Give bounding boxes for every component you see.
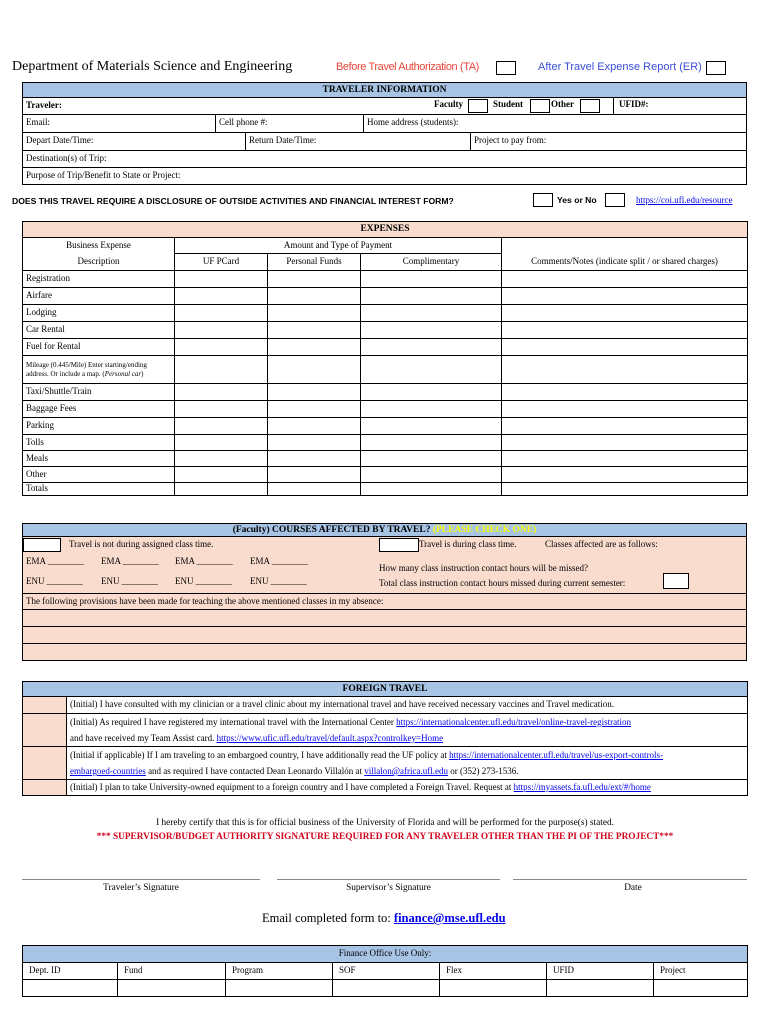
intl-registration-link[interactable]: https://internationalcenter.ufl.edu/travel/online-travel-registration (396, 717, 632, 727)
col-comp: Complimentary (361, 254, 502, 271)
expense-row (23, 483, 748, 496)
expense-label: Parking (23, 418, 175, 435)
foreign-row-3 (67, 747, 748, 780)
foreign-row-3-text-a: (Initial if applicable) If I am traveling to an embargoed country, I have additionally read the UF policy at (70, 750, 450, 760)
expense-label: Lodging (23, 305, 175, 322)
student-checkbox[interactable] (530, 99, 550, 113)
expense-comp-cell[interactable] (361, 384, 502, 401)
courses-title (23, 524, 747, 537)
expense-personal-cell[interactable] (268, 271, 361, 288)
courses-table (22, 523, 747, 661)
date-line[interactable] (513, 879, 747, 880)
initial-box-2[interactable] (23, 714, 67, 747)
dates-row[interactable] (23, 133, 747, 151)
expense-comp-cell[interactable] (361, 401, 502, 418)
foreign-row-2-text-a: (Initial) As required I have registered my international travel with the International Center (70, 717, 397, 727)
col-amount: Amount and Type of Payment (175, 238, 502, 254)
er-checkbox[interactable] (706, 61, 726, 75)
expense-personal-cell[interactable] (268, 401, 361, 418)
supervisor-signature-label: Supervisor’s Signature (346, 883, 431, 893)
finance-col-header: Flex (440, 963, 547, 980)
enu-1[interactable]: ENU ________ (26, 576, 83, 586)
myassets-link[interactable]: https://myassets.fa.ufl.edu/ext/#/home (513, 781, 651, 792)
expense-label: Car Rental (23, 322, 175, 339)
other-checkbox[interactable] (580, 99, 600, 113)
expense-notes-cell[interactable] (502, 467, 748, 483)
enu-4[interactable]: ENU ________ (250, 576, 307, 586)
expense-row (23, 322, 748, 339)
expense-comp-cell[interactable] (361, 305, 502, 322)
traveler-info-table (22, 82, 747, 185)
expense-pcard-cell[interactable] (175, 384, 268, 401)
finance-title: Finance Office Use Only: (23, 946, 748, 963)
finance-value-cell[interactable] (118, 980, 226, 997)
supervisor-signature-line[interactable] (277, 879, 500, 880)
expense-label (23, 356, 175, 384)
mileage-text-2: address. Or include a map. ( (26, 369, 105, 378)
expense-row (23, 339, 748, 356)
initial-box-3[interactable] (23, 747, 67, 780)
expense-label: Totals (23, 483, 175, 496)
traveler-row[interactable] (23, 98, 747, 115)
expense-label: Meals (23, 451, 175, 467)
total-missed-label: Total class instruction contact hours missed during current semester: (379, 578, 626, 588)
expense-pcard-cell[interactable] (175, 451, 268, 467)
col-notes: Comments/Notes (indicate split / or shared charges) (502, 254, 748, 271)
ta-label: Before Travel Authorization (TA) (336, 61, 479, 73)
foreign-row-3-text-c: or (352) 273-1536. (448, 766, 519, 776)
expense-comp-cell[interactable] (361, 271, 502, 288)
expense-pcard-cell[interactable] (175, 401, 268, 418)
expense-notes-cell[interactable] (502, 418, 748, 435)
col-pcard: UF PCard (175, 254, 268, 271)
finance-col-header: Project (654, 963, 748, 980)
finance-email-link[interactable]: finance@mse.ufl.edu (393, 911, 506, 925)
missed-label: How many class instruction contact hours will be missed? (379, 563, 588, 573)
finance-col-header: SOF (333, 963, 440, 980)
expense-pcard-cell[interactable] (175, 288, 268, 305)
expense-personal-cell[interactable] (268, 356, 361, 384)
expense-notes-cell[interactable] (502, 322, 748, 339)
ema-2[interactable]: EMA ________ (101, 556, 159, 566)
ta-checkbox[interactable] (496, 61, 516, 75)
not-during-checkbox[interactable] (23, 538, 61, 552)
courses-body (23, 537, 747, 594)
finance-col-header: Program (226, 963, 333, 980)
purpose-field[interactable]: Purpose of Trip/Benefit to State or Project: (23, 168, 747, 185)
foreign-row-4-text: (Initial) I plan to take University-owned equipment to a foreign country and I have completed a Foreign Travel. Request at (70, 781, 514, 792)
villalon-email-link[interactable]: villalon@africa.ufl.edu (364, 766, 449, 776)
expense-personal-cell[interactable] (268, 339, 361, 356)
expense-personal-cell[interactable] (268, 435, 361, 451)
expense-row (23, 418, 748, 435)
return-field[interactable]: Return Date/Time: (249, 135, 317, 145)
finance-value-row (23, 980, 748, 997)
foreign-row-1: (Initial) I have consulted with my clinician or a travel clinic about my international travel and have received necessary vaccines and Travel medication. (67, 697, 748, 714)
expense-row (23, 467, 748, 483)
expense-personal-cell[interactable] (268, 384, 361, 401)
expense-row (23, 356, 748, 384)
finance-table (22, 945, 748, 997)
expense-pcard-cell[interactable] (175, 271, 268, 288)
expense-label: Taxi/Shuttle/Train (23, 384, 175, 401)
col-desc-2: Description (23, 254, 175, 271)
expense-notes-cell[interactable] (502, 356, 748, 384)
expense-notes-cell[interactable] (502, 384, 748, 401)
expense-personal-cell[interactable] (268, 467, 361, 483)
expense-pcard-cell[interactable] (175, 322, 268, 339)
expense-pcard-cell[interactable] (175, 483, 268, 496)
expense-label: Registration (23, 271, 175, 288)
expense-comp-cell[interactable] (361, 339, 502, 356)
expense-personal-cell[interactable] (268, 418, 361, 435)
expense-pcard-cell[interactable] (175, 467, 268, 483)
other-label: Other (551, 99, 574, 109)
expense-comp-cell[interactable] (361, 418, 502, 435)
certify-statement: I hereby certify that this is for official business of the University of Florida and will be performed for the purpose(s) stated. (156, 818, 614, 828)
finance-header-row (23, 963, 748, 980)
finance-value-cell[interactable] (333, 980, 440, 997)
enu-3[interactable]: ENU ________ (175, 576, 232, 586)
expense-row (23, 384, 748, 401)
finance-value-cell[interactable] (23, 980, 118, 997)
destination-field[interactable]: Destination(s) of Trip: (23, 151, 747, 168)
expense-row (23, 451, 748, 467)
traveler-signature-label: Traveler’s Signature (103, 883, 179, 893)
team-assist-link[interactable]: https://www.ufic.ufl.edu/travel/default.aspx?controlkey=Home (216, 733, 444, 743)
disclosure-question: DOES THIS TRAVEL REQUIRE A DISCLOSURE OF OUTSIDE ACTIVITIES AND FINANCIAL INTEREST FORM? (12, 196, 454, 206)
expense-row (23, 305, 748, 322)
expense-notes-cell[interactable] (502, 451, 748, 467)
expense-comp-cell[interactable] (361, 451, 502, 467)
student-label: Student (493, 99, 524, 109)
expense-pcard-cell[interactable] (175, 435, 268, 451)
enu-2[interactable]: ENU ________ (101, 576, 158, 586)
expense-row (23, 401, 748, 418)
cell-field[interactable]: Cell phone #: (219, 117, 268, 127)
ufid-label: UFID#: (619, 99, 649, 109)
col-personal: Personal Funds (268, 254, 361, 271)
initial-box-1[interactable] (23, 697, 67, 714)
department-title: Department of Materials Science and Engineering (12, 59, 293, 74)
expense-label: Airfare (23, 288, 175, 305)
expenses-title: EXPENSES (23, 222, 748, 238)
supervisor-warning: *** SUPERVISOR/BUDGET AUTHORITY SIGNATURE REQUIRED FOR ANY TRAVELER OTHER THAN THE PI OF THE PROJECT*** (96, 832, 674, 842)
disclosure-yes-checkbox[interactable] (533, 193, 553, 207)
initial-box-4[interactable] (23, 780, 67, 796)
traveler-signature-line[interactable] (22, 879, 260, 880)
expense-comp-cell[interactable] (361, 356, 502, 384)
expense-notes-cell[interactable] (502, 435, 748, 451)
expense-comp-cell[interactable] (361, 435, 502, 451)
expenses-table (22, 221, 748, 496)
expense-notes-cell[interactable] (502, 305, 748, 322)
finance-value-cell[interactable] (547, 980, 654, 997)
expense-personal-cell[interactable] (268, 288, 361, 305)
expense-pcard-cell[interactable] (175, 305, 268, 322)
affected-label: Classes affected are as follows: (545, 539, 658, 549)
provisions-line-3[interactable] (23, 644, 747, 661)
foreign-row-2 (67, 714, 748, 747)
expense-notes-cell[interactable] (502, 271, 748, 288)
mileage-text-1: Mileage (0.445/Mile) Enter starting/ending (26, 360, 147, 369)
during-label: Travel is during class time. (419, 539, 517, 549)
date-label: Date (624, 883, 642, 893)
provisions-line-1[interactable] (23, 610, 747, 627)
expense-notes-cell[interactable] (502, 339, 748, 356)
provisions-label: The following provisions have been made for teaching the above mentioned classes in my absence: (23, 594, 747, 610)
courses-check-one: (PLEASE CHECK ONE) (432, 524, 537, 535)
foreign-title: FOREIGN TRAVEL (23, 682, 748, 697)
expense-personal-cell[interactable] (268, 305, 361, 322)
foreign-row-4 (67, 780, 748, 796)
project-field[interactable]: Project to pay from: (474, 135, 547, 145)
finance-value-cell[interactable] (654, 980, 748, 997)
expense-notes-cell[interactable] (502, 483, 748, 496)
foreign-row-3-text-b: and as required I have contacted Dean Leonardo Villalón at (145, 766, 365, 776)
mileage-text-3: ) (141, 369, 144, 378)
expense-personal-cell[interactable] (268, 322, 361, 339)
expense-comp-cell[interactable] (361, 483, 502, 496)
faculty-checkbox[interactable] (468, 99, 488, 113)
finance-value-cell[interactable] (226, 980, 333, 997)
expense-row (23, 288, 748, 305)
traveler-label: Traveler: (26, 100, 62, 110)
ema-3[interactable]: EMA ________ (175, 556, 233, 566)
expense-comp-cell[interactable] (361, 288, 502, 305)
faculty-label: Faculty (434, 99, 463, 109)
col-desc-1: Business Expense (23, 238, 175, 254)
not-during-label: Travel is not during assigned class time. (69, 539, 214, 549)
expense-pcard-cell[interactable] (175, 418, 268, 435)
expense-personal-cell[interactable] (268, 451, 361, 467)
email-row[interactable] (23, 115, 747, 133)
provisions-line-2[interactable] (23, 627, 747, 644)
mileage-personal-car: Personal car (104, 369, 142, 378)
expense-row (23, 271, 748, 288)
expense-label: Tolls (23, 435, 175, 451)
disclosure-no-checkbox[interactable] (605, 193, 625, 207)
finance-col-header: Dept. ID (23, 963, 118, 980)
foreign-travel-table (22, 681, 748, 796)
depart-field[interactable]: Depart Date/Time: (26, 135, 94, 145)
export-controls-link-cont[interactable]: embargoed-countries (70, 766, 146, 776)
home-address-field[interactable]: Home address (students): (367, 117, 459, 127)
total-missed-box[interactable] (663, 573, 689, 589)
ema-4[interactable]: EMA ________ (250, 556, 308, 566)
expense-notes-cell[interactable] (502, 401, 748, 418)
expense-pcard-cell[interactable] (175, 356, 268, 384)
finance-value-cell[interactable] (440, 980, 547, 997)
email-instruction (262, 911, 506, 926)
expense-label: Fuel for Rental (23, 339, 175, 356)
expense-row (23, 435, 748, 451)
er-label: After Travel Expense Report (ER) (538, 61, 702, 73)
expense-comp-cell[interactable] (361, 322, 502, 339)
expense-notes-cell[interactable] (502, 288, 748, 305)
disclosure-yes-no: Yes or No (557, 195, 597, 205)
email-field[interactable]: Email: (26, 117, 50, 127)
foreign-row-2-text-b: and have received my Team Assist card. (70, 733, 217, 743)
email-label: Email completed form to: (262, 911, 394, 925)
traveler-info-title: TRAVELER INFORMATION (23, 83, 747, 98)
expense-label: Other (23, 467, 175, 483)
expense-label: Baggage Fees (23, 401, 175, 418)
expense-pcard-cell[interactable] (175, 339, 268, 356)
ema-1[interactable]: EMA ________ (26, 556, 84, 566)
finance-col-header: UFID (547, 963, 654, 980)
courses-title-text: (Faculty) COURSES AFFECTED BY TRAVEL? (232, 524, 431, 535)
export-controls-link[interactable]: https://internationalcenter.ufl.edu/travel/us-export-controls- (449, 750, 664, 760)
expense-personal-cell[interactable] (268, 483, 361, 496)
finance-col-header: Fund (118, 963, 226, 980)
coi-link[interactable]: https://coi.ufl.edu/resource (636, 195, 733, 205)
during-checkbox[interactable] (379, 538, 419, 552)
expense-comp-cell[interactable] (361, 467, 502, 483)
